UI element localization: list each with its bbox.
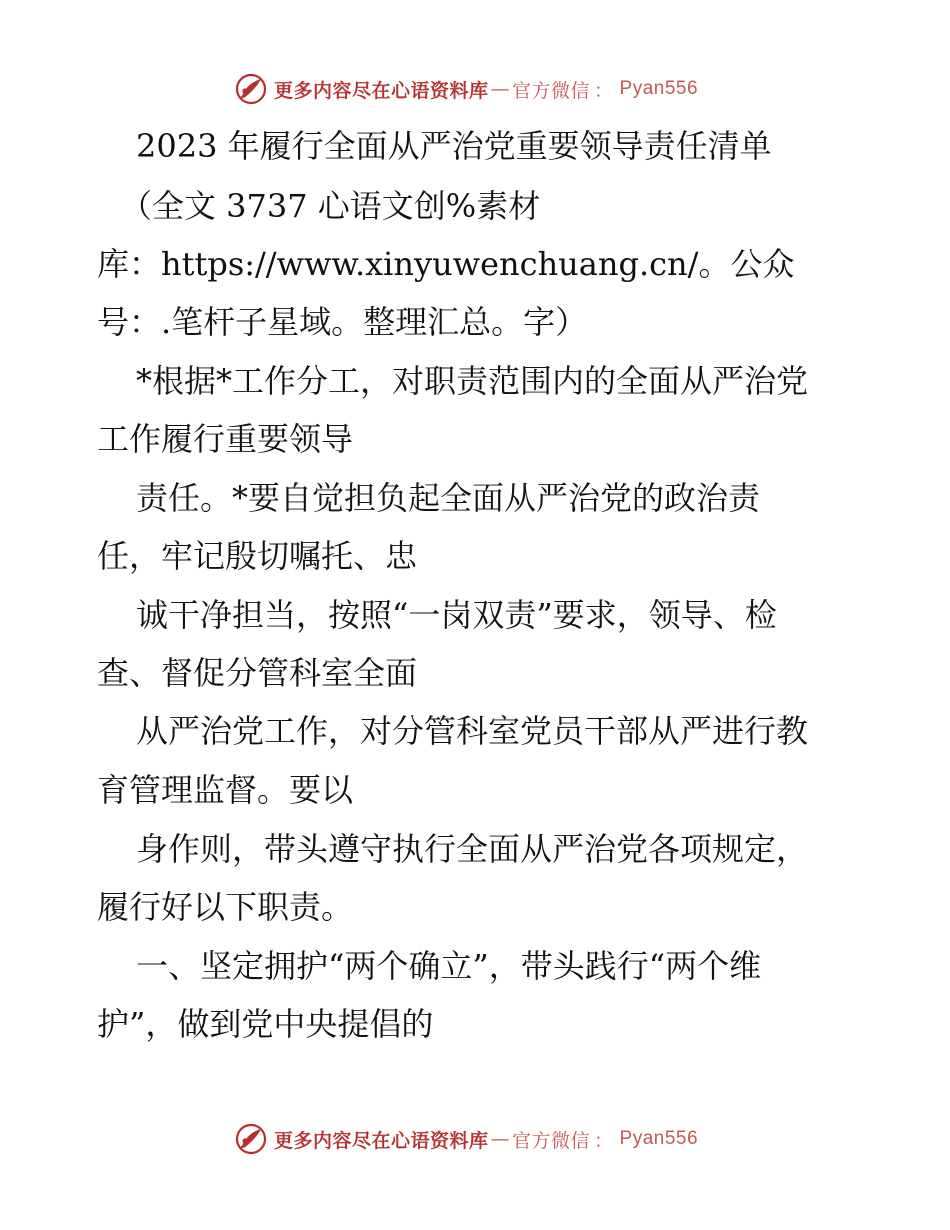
pen-logo-icon bbox=[234, 1122, 268, 1156]
body-line: 查、督促分管科室全面 bbox=[97, 654, 418, 692]
banner-wechat-label: 官方微信 bbox=[512, 79, 591, 102]
header-banner bbox=[234, 72, 734, 106]
body-line: 身作则，带头遵守执行全面从严治党各项规定， bbox=[136, 830, 809, 868]
body-line: 工作履行重要领导 bbox=[97, 420, 354, 458]
banner-brand-text: 更多内容尽在心语资料库 bbox=[274, 1129, 489, 1152]
body-line: 任，牢记殷切嘱托、忠 bbox=[97, 537, 418, 575]
banner-wechat-id: Pyan556 bbox=[619, 1128, 699, 1149]
banner-wechat-label: 官方微信 bbox=[512, 1129, 591, 1152]
footer-banner bbox=[234, 1122, 734, 1156]
body-line: 诚干净担当，按照“一岗双责”要求，领导、检 bbox=[136, 596, 777, 634]
body-line: 育管理监督。要以 bbox=[97, 771, 354, 809]
body-line: 履行好以下职责。 bbox=[97, 888, 354, 926]
banner-dash: — bbox=[490, 1128, 511, 1150]
banner-brand-text: 更多内容尽在心语资料库 bbox=[274, 79, 489, 102]
body-line: （全文 3737 心语文创%素材 bbox=[120, 187, 541, 225]
body-line: *根据*工作分工，对职责范围内的全面从严治党 bbox=[136, 362, 809, 400]
body-line: 号：.笔杆子星域。整理汇总。字） bbox=[97, 303, 588, 341]
document-title: 2023 年履行全面从严治党重要领导责任清单 bbox=[136, 127, 772, 165]
body-line: 护”，做到党中央提倡的 bbox=[97, 1005, 434, 1043]
body-line: 从严治党工作，对分管科室党员干部从严进行教 bbox=[136, 712, 809, 750]
banner-dash: — bbox=[490, 78, 511, 100]
banner-wechat-id: Pyan556 bbox=[619, 78, 699, 99]
body-line: 责任。*要自觉担负起全面从严治党的政治责 bbox=[136, 479, 761, 517]
section-heading-line: 一、坚定拥护“两个确立”，带头践行“两个维 bbox=[136, 947, 762, 985]
banner-colon: ： bbox=[594, 1129, 614, 1152]
body-line: 库：https://www.xinyuwenchuang.cn/。公众 bbox=[97, 245, 795, 283]
pen-logo-icon bbox=[234, 72, 268, 106]
banner-colon: ： bbox=[594, 79, 614, 102]
